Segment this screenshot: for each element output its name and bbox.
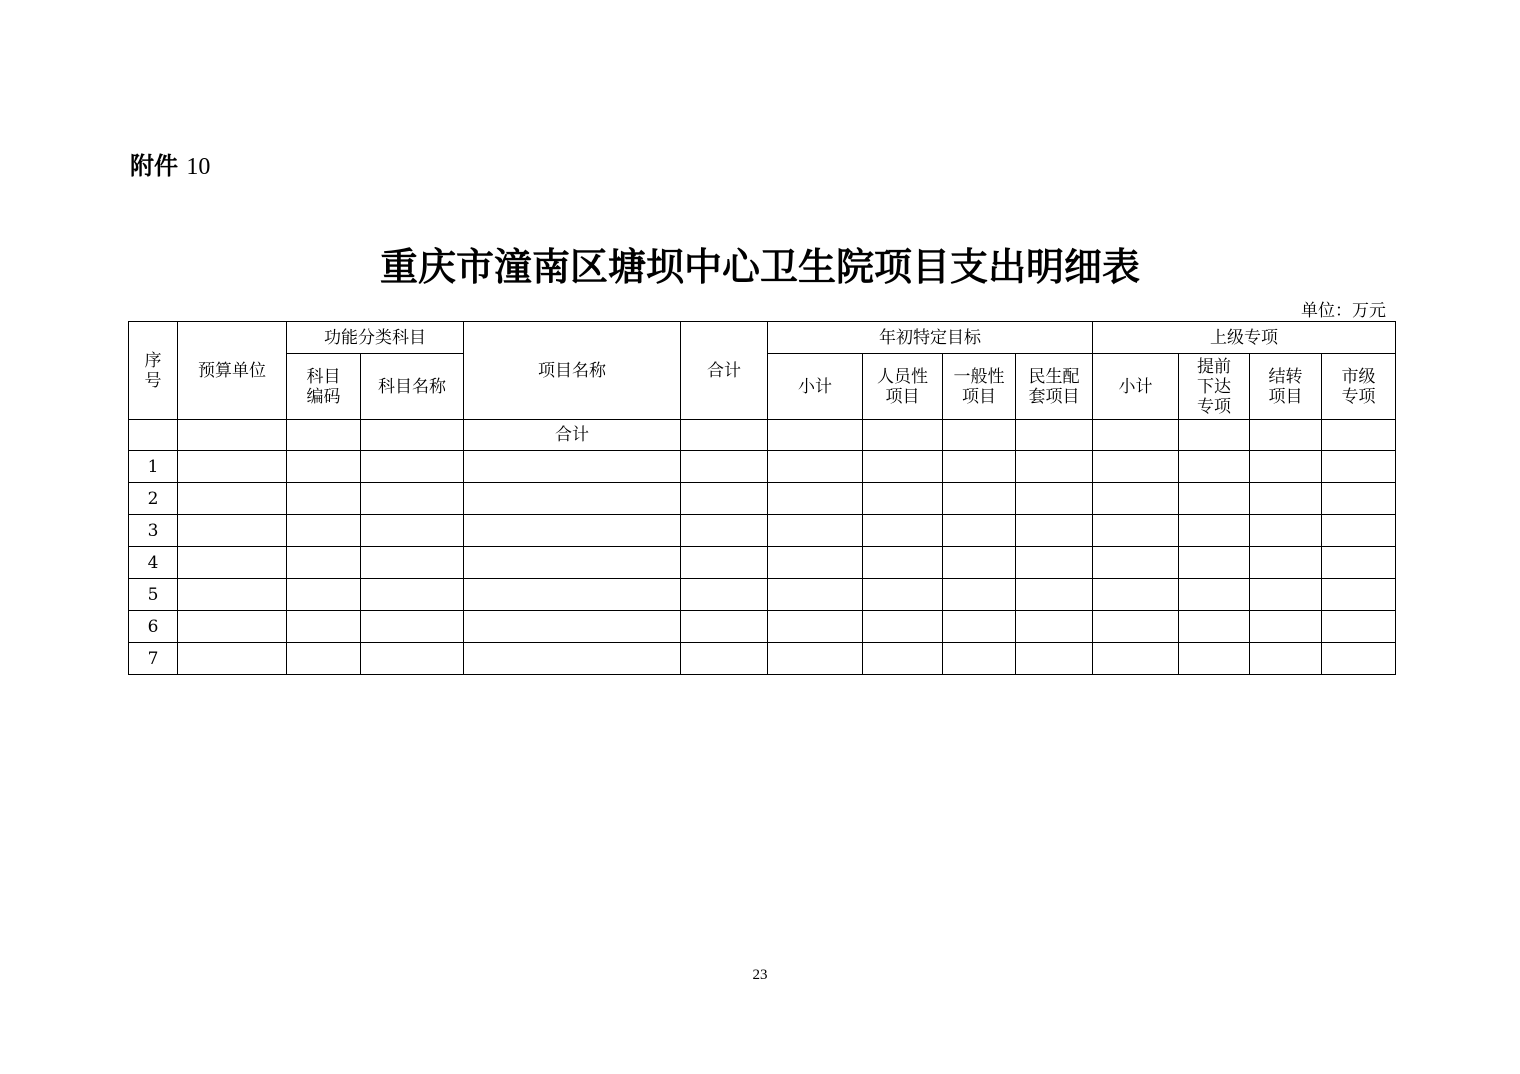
header-personnel: 人员性 项目 — [863, 354, 943, 420]
empty-cell — [1093, 579, 1179, 611]
empty-cell — [1093, 451, 1179, 483]
empty-cell — [768, 451, 863, 483]
empty-cell — [464, 611, 681, 643]
attachment-text: 附件 — [130, 152, 178, 180]
table-row — [129, 483, 1396, 515]
empty-cell — [178, 451, 287, 483]
empty-cell — [1016, 643, 1093, 675]
empty-cell — [943, 547, 1016, 579]
header-total: 合计 — [681, 322, 768, 420]
empty-cell — [681, 515, 768, 547]
empty-cell — [1179, 579, 1250, 611]
empty-cell — [1179, 483, 1250, 515]
table-row — [129, 547, 1396, 579]
table-row — [129, 451, 1396, 483]
empty-cell — [1179, 643, 1250, 675]
empty-cell — [681, 547, 768, 579]
empty-cell — [1016, 451, 1093, 483]
empty-cell — [681, 579, 768, 611]
empty-cell — [287, 643, 361, 675]
empty-cell — [863, 483, 943, 515]
empty-cell — [863, 547, 943, 579]
table-row — [129, 579, 1396, 611]
header-municipal: 市级 专项 — [1322, 354, 1396, 420]
empty-cell — [178, 611, 287, 643]
empty-cell — [1250, 515, 1322, 547]
empty-cell — [1179, 547, 1250, 579]
empty-cell — [1016, 579, 1093, 611]
empty-cell — [768, 611, 863, 643]
empty-cell — [943, 451, 1016, 483]
empty-cell — [768, 579, 863, 611]
empty-cell — [1322, 451, 1396, 483]
empty-cell — [178, 579, 287, 611]
empty-cell — [943, 483, 1016, 515]
empty-cell — [1093, 611, 1179, 643]
empty-cell — [1016, 611, 1093, 643]
empty-cell — [464, 451, 681, 483]
empty-cell — [361, 547, 464, 579]
empty-cell — [1250, 611, 1322, 643]
empty-cell — [1179, 451, 1250, 483]
header-seq: 序 号 — [129, 322, 178, 420]
page-number: 23 — [752, 967, 768, 983]
header-subject-name: 科目名称 — [361, 354, 464, 420]
empty-cell — [943, 643, 1016, 675]
empty-cell — [361, 579, 464, 611]
empty-cell — [1093, 483, 1179, 515]
header-budget-unit: 预算单位 — [178, 322, 287, 420]
empty-cell — [361, 611, 464, 643]
header-func-group: 功能分类科目 — [287, 322, 464, 354]
header-annual-subtotal: 小计 — [768, 354, 863, 420]
empty-cell — [1016, 515, 1093, 547]
empty-cell — [1250, 483, 1322, 515]
empty-cell — [287, 515, 361, 547]
empty-cell — [1250, 579, 1322, 611]
empty-cell — [287, 451, 361, 483]
empty-cell — [681, 483, 768, 515]
total-row-label: 合计 — [464, 420, 681, 451]
empty-cell — [1250, 643, 1322, 675]
empty-cell — [1322, 547, 1396, 579]
total-row — [129, 420, 1396, 451]
row-number: 7 — [129, 643, 178, 675]
expenditure-table — [128, 321, 1396, 675]
header-project-name: 项目名称 — [464, 322, 681, 420]
empty-cell — [1179, 515, 1250, 547]
table-row — [129, 611, 1396, 643]
header-subject-code: 科目 编码 — [287, 354, 361, 420]
empty-cell — [863, 579, 943, 611]
empty-cell — [1322, 643, 1396, 675]
empty-cell — [1093, 547, 1179, 579]
header-livelihood: 民生配 套项目 — [1016, 354, 1093, 420]
empty-cell — [943, 611, 1016, 643]
empty-cell — [681, 643, 768, 675]
empty-cell — [1250, 547, 1322, 579]
empty-cell — [361, 515, 464, 547]
unit-note: 单位：万元 — [1301, 301, 1386, 321]
empty-cell — [287, 579, 361, 611]
empty-cell — [464, 547, 681, 579]
row-number: 6 — [129, 611, 178, 643]
empty-cell — [1322, 579, 1396, 611]
row-number: 1 — [129, 451, 178, 483]
empty-cell — [1179, 611, 1250, 643]
empty-cell — [178, 483, 287, 515]
empty-cell — [287, 611, 361, 643]
empty-cell — [943, 515, 1016, 547]
empty-cell — [863, 643, 943, 675]
empty-cell — [1250, 451, 1322, 483]
empty-cell — [178, 547, 287, 579]
empty-cell — [361, 483, 464, 515]
attachment-number: 10 — [186, 154, 211, 180]
empty-cell — [464, 643, 681, 675]
empty-cell — [1322, 483, 1396, 515]
empty-cell — [863, 451, 943, 483]
empty-cell — [768, 515, 863, 547]
empty-cell — [361, 451, 464, 483]
empty-cell — [1016, 483, 1093, 515]
empty-cell — [287, 483, 361, 515]
header-superior-subtotal: 小计 — [1093, 354, 1179, 420]
empty-cell — [1322, 611, 1396, 643]
row-number: 3 — [129, 515, 178, 547]
empty-cell — [768, 483, 863, 515]
empty-cell — [464, 483, 681, 515]
row-number: 5 — [129, 579, 178, 611]
header-superior-group: 上级专项 — [1093, 322, 1396, 354]
header-annual-group: 年初特定目标 — [768, 322, 1093, 354]
attachment-label — [130, 146, 210, 181]
page-title: 重庆市潼南区塘坝中心卫生院项目支出明细表 — [379, 244, 1140, 289]
empty-cell — [943, 579, 1016, 611]
header-advance: 提前 下达 专项 — [1179, 354, 1250, 420]
empty-cell — [681, 611, 768, 643]
empty-cell — [1016, 547, 1093, 579]
empty-cell — [1093, 515, 1179, 547]
empty-cell — [178, 515, 287, 547]
empty-cell — [287, 547, 361, 579]
empty-cell — [1093, 643, 1179, 675]
empty-cell — [1322, 515, 1396, 547]
empty-cell — [178, 643, 287, 675]
header-general: 一般性 项目 — [943, 354, 1016, 420]
row-number: 2 — [129, 483, 178, 515]
empty-cell — [768, 643, 863, 675]
table-row — [129, 515, 1396, 547]
table-row — [129, 643, 1396, 675]
row-number: 4 — [129, 547, 178, 579]
empty-cell — [863, 611, 943, 643]
empty-cell — [464, 579, 681, 611]
empty-cell — [361, 643, 464, 675]
empty-cell — [863, 515, 943, 547]
header-carryover: 结转 项目 — [1250, 354, 1322, 420]
empty-cell — [768, 547, 863, 579]
empty-cell — [464, 515, 681, 547]
empty-cell — [681, 451, 768, 483]
